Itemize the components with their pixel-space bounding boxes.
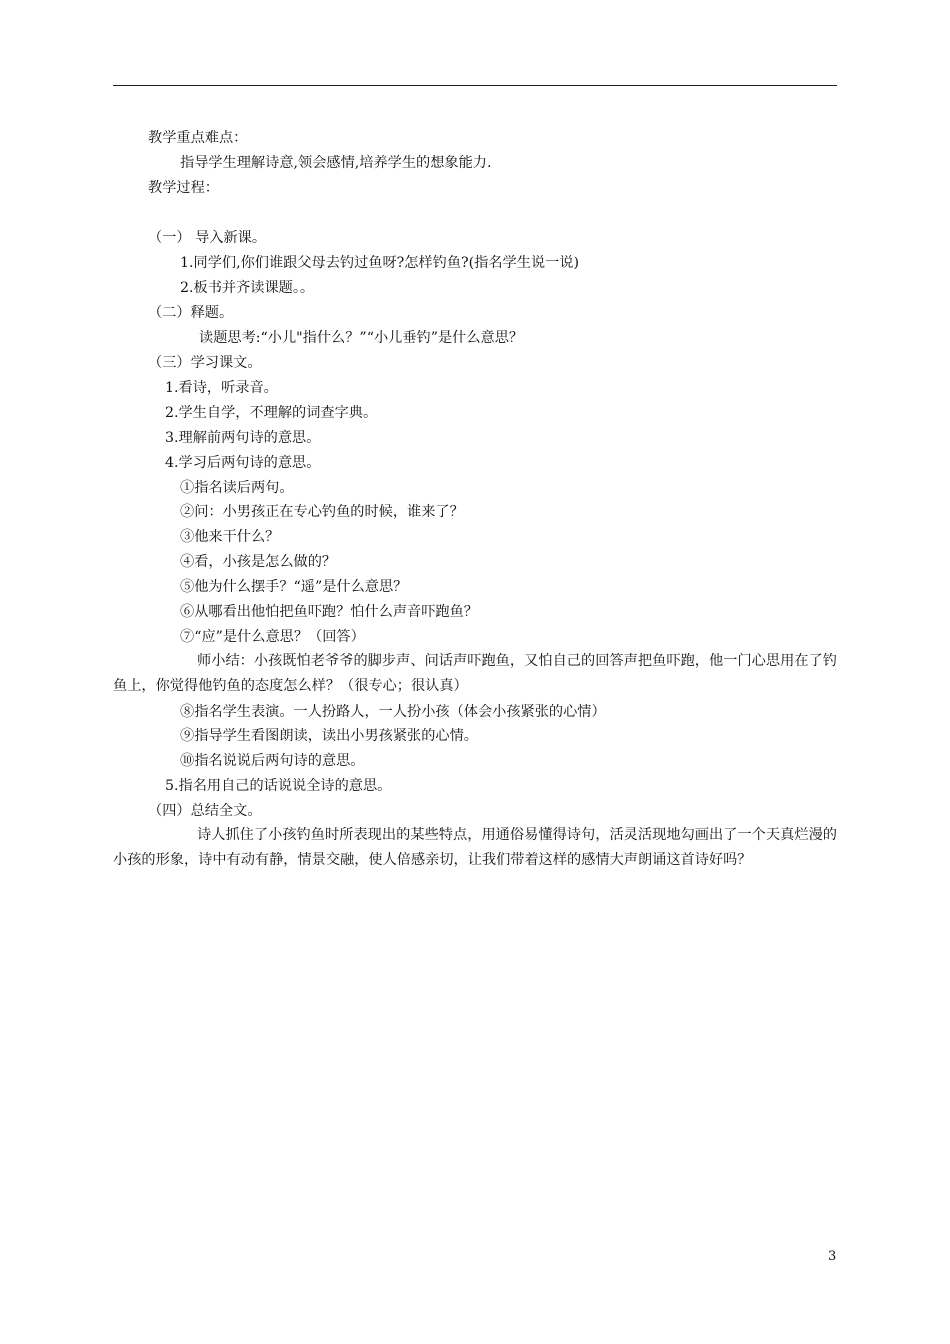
section4-title: （四）总结全文。 xyxy=(148,803,262,819)
teacher-summary: 师小结：小孩既怕老爷爷的脚步声、问话声吓跑鱼，又怕自己的回答声把鱼吓跑，他一门心思用在了钓鱼上，你觉得他钓鱼的态度怎么样？（很专心；很认真） xyxy=(113,653,837,695)
section2-title: （二）释题。 xyxy=(148,305,234,321)
section3-item-4: 4.学习后两句诗的意思。 xyxy=(165,455,321,471)
question-9: ⑨指导学生看图朗读，读出小男孩紧张的心情。 xyxy=(180,728,478,744)
question-7: ⑦“应”是什么意思？（回答） xyxy=(180,629,365,645)
section4-body: 诗人抓住了小孩钓鱼时所表现出的某些特点，用通俗易懂得诗句，活灵活现地勾画出了一个天真烂漫的小孩的形象，诗中有动有静，情景交融，使人倍感亲切，让我们带着这样的感情大声朗诵这首诗好吗？ xyxy=(113,827,837,869)
question-3: ③他来干什么？ xyxy=(180,529,280,545)
section3-item-1: 1.看诗，听录音。 xyxy=(165,380,278,396)
section2-item-1: 读题思考:“小儿"指什么？”“小儿垂钓”是什么意思？ xyxy=(199,330,524,346)
section3-title: （三）学习课文。 xyxy=(148,355,262,371)
section3-item-3: 3.理解前两句诗的意思。 xyxy=(165,430,321,446)
question-10: ⑩指名说说后两句诗的意思。 xyxy=(180,753,365,769)
section1-title: （一） 导入新课。 xyxy=(148,230,267,246)
question-5: ⑤他为什么摆手？“遥”是什么意思？ xyxy=(180,579,408,595)
key-points-text: 指导学生理解诗意,领会感情,培养学生的想象能力. xyxy=(180,155,492,171)
question-2: ②问：小男孩正在专心钓鱼的时候，谁来了？ xyxy=(180,504,464,520)
heading-process: 教学过程： xyxy=(148,180,219,196)
page-number: 3 xyxy=(828,1249,837,1264)
question-8: ⑧指名学生表演。一人扮路人，一人扮小孩（体会小孩紧张的心情） xyxy=(180,704,606,720)
heading-key-points: 教学重点难点： xyxy=(148,130,248,146)
section1-item-1: 1.同学们,你们谁跟父母去钓过鱼呀?怎样钓鱼?(指名学生说一说) xyxy=(180,255,580,271)
question-6: ⑥从哪看出他怕把鱼吓跑？怕什么声音吓跑鱼？ xyxy=(180,604,478,620)
question-1: ①指名读后两句。 xyxy=(180,480,294,496)
header-rule xyxy=(113,85,837,86)
section3-item-2: 2.学生自学，不理解的词查字典。 xyxy=(165,405,378,421)
section3-item-5: 5.指名用自己的话说说全诗的意思。 xyxy=(165,778,392,794)
question-4: ④看，小孩是怎么做的？ xyxy=(180,554,337,570)
section1-item-2: 2.板书并齐读课题。。 xyxy=(180,280,315,296)
